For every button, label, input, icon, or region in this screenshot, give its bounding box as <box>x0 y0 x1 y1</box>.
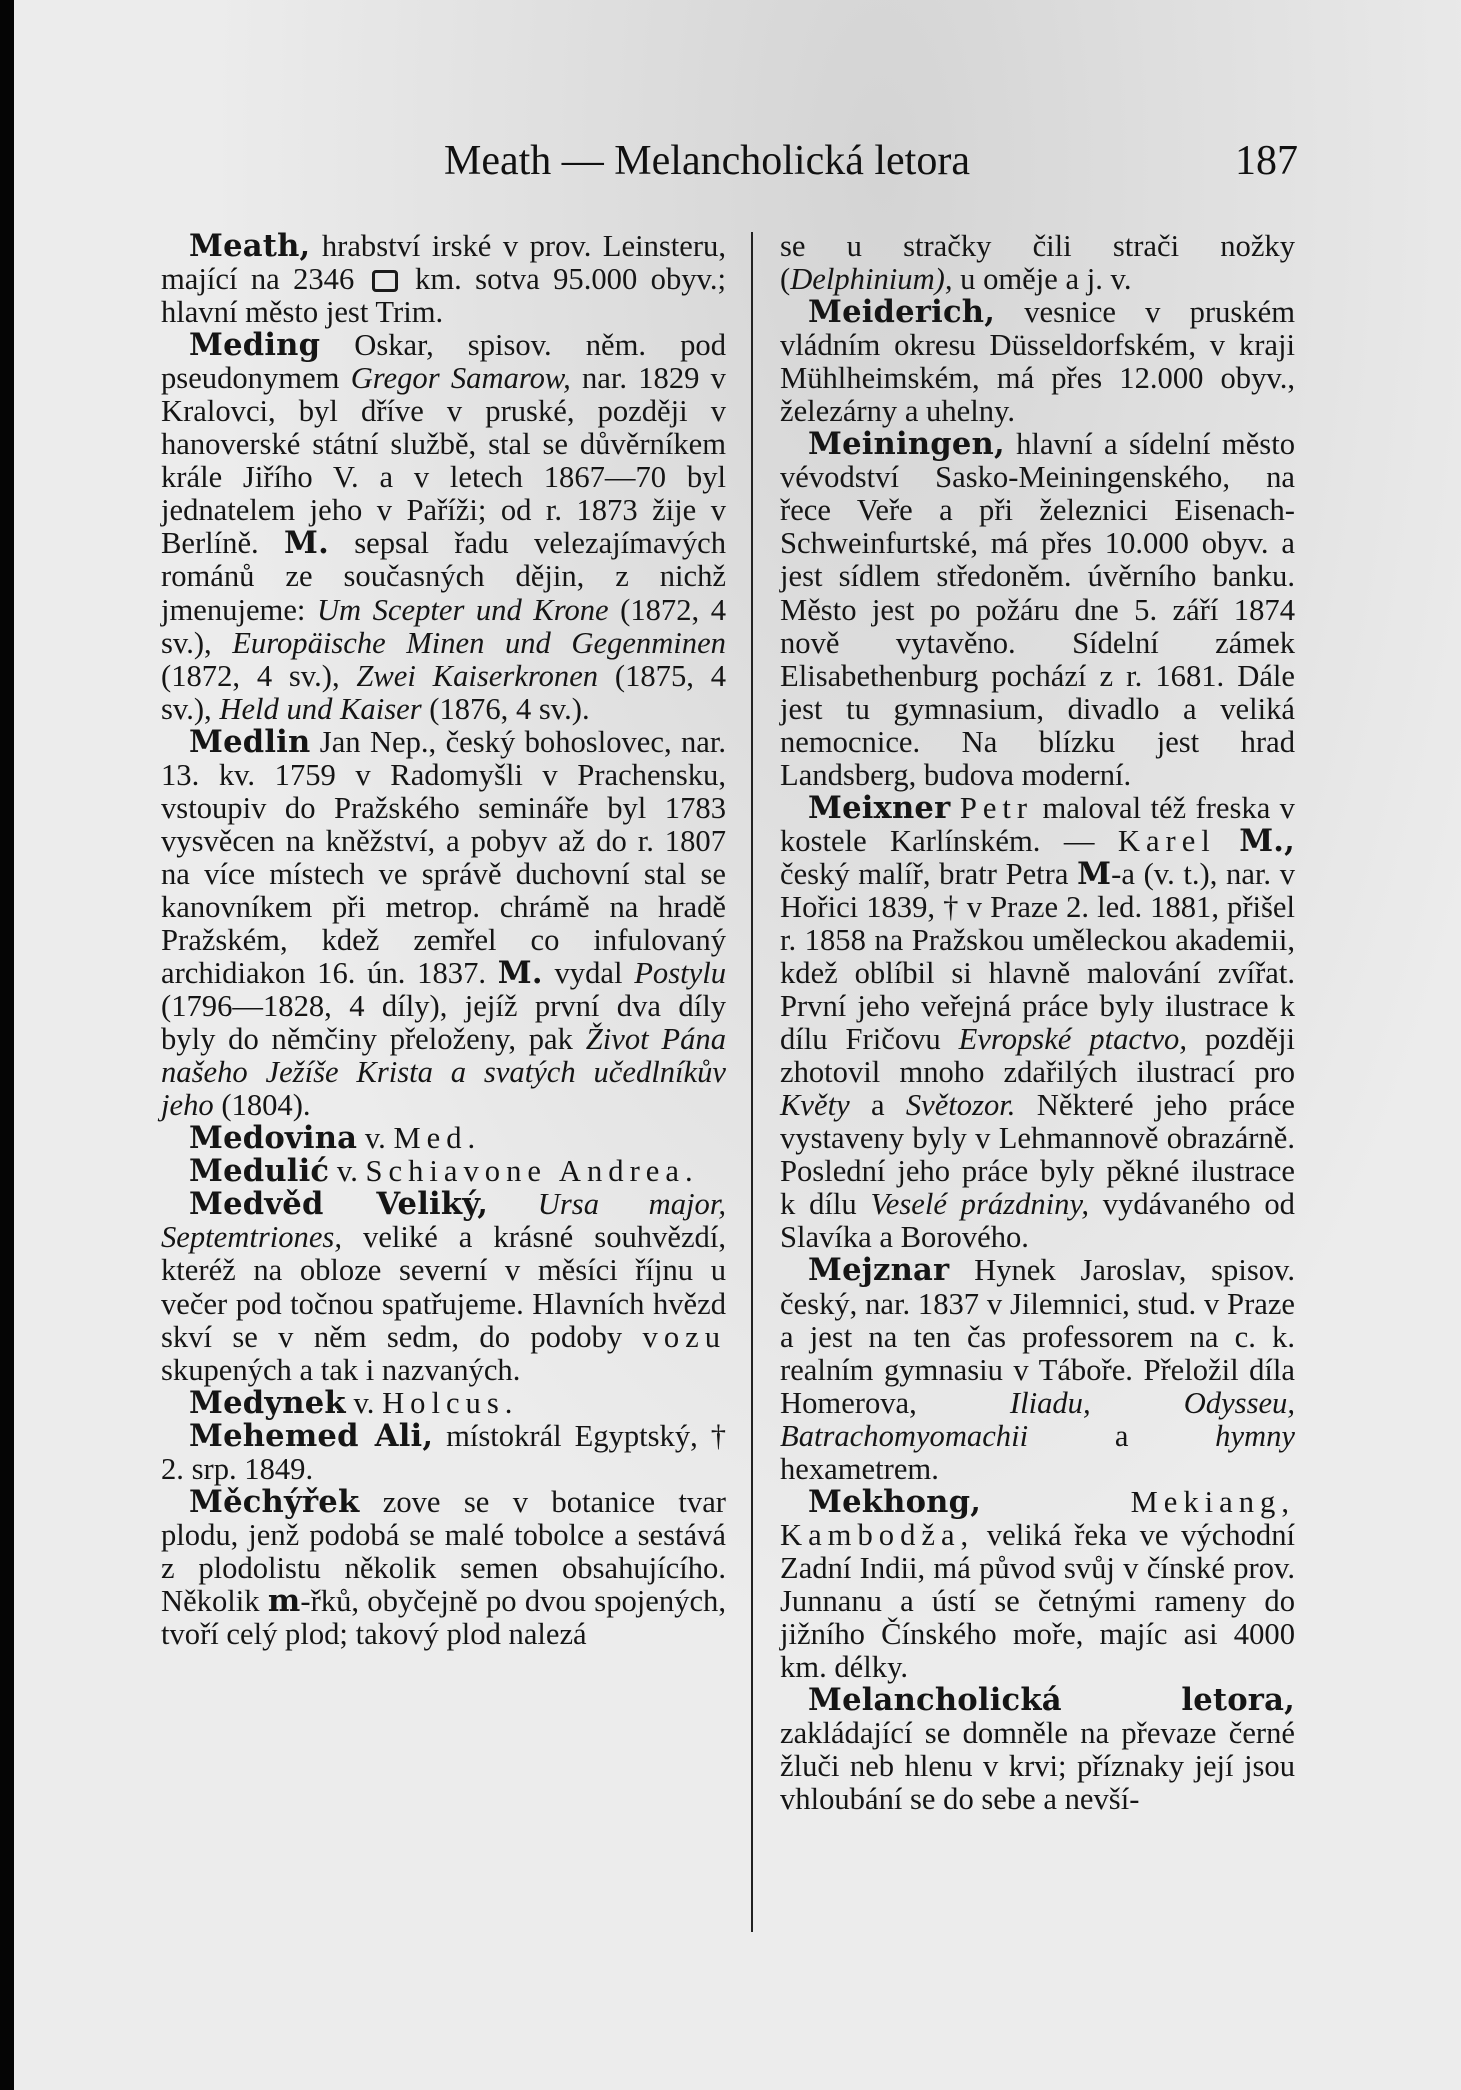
entry-text: zove se v botanice tvar plodu, jenž podobá se malé tobolce a sestává z plodolistu několik semen obsahujícího. Několik <box>161 1484 726 1618</box>
entry-text: Karel <box>1117 823 1216 858</box>
entry-text: veliké a krásné souhvězdí, kteréž na obloze severní v měsíci říjnu u večer pod točnou spatřujeme. Hlavních hvězd skví se v něm sedm, do podoby <box>161 1220 726 1354</box>
entry-headword: Meath, <box>189 228 311 264</box>
entry-headword: Mekhong, <box>808 1483 982 1520</box>
italic-title: Veselé prázdniny, <box>870 1187 1090 1222</box>
dictionary-entry <box>161 1122 726 1155</box>
entry-headword: Mejznar <box>808 1252 950 1289</box>
entry-headword: Meixner <box>808 789 951 826</box>
entry-text: (1875, 4 sv.), <box>161 658 726 726</box>
dictionary-entry <box>161 1188 726 1386</box>
entry-text: km. sotva 95.000 obyv.; hlavní město jest Trim. <box>161 262 726 330</box>
entry-text: zakládající se domněle na převaze černé žluči neb hlenu v krvi; příznaky její jsou vhloubání se do sebe a nevší- <box>780 1716 1295 1817</box>
entry-text: maloval též freska v kostele Karlínském. — <box>780 790 1295 858</box>
entry-headword: M <box>1077 855 1112 892</box>
entry-text: Jan Nep., český bohoslovec, nar. 13. kv. 1759 v Radomyšli v Prachensku, vstoupiv do Pražského semináře byl 1783 vysvěcen na kněžství, a pobyv až do r. 1807 na více místech ve správě duchovní stal se kanovníkem při metrop. chrámě na hradě Pražském, kdež zemřel co infulovaný archidiakon 16. ún. 1837. <box>161 724 726 991</box>
dictionary-entry <box>780 1254 1295 1485</box>
dictionary-entry <box>161 1483 726 1651</box>
entry-text: Med. <box>393 1121 482 1156</box>
entry-headword: Meding <box>189 327 321 364</box>
entry-text: v. <box>357 1121 394 1156</box>
entry-text: později zhotovil mnoho zdařilých ilustrací pro <box>780 1022 1295 1090</box>
entry-text: vydal <box>542 956 635 991</box>
entry-text: u oměje a j. v. <box>952 262 1132 297</box>
entry-text: -řků, obyčejně po dvou spojených, tvoří celý plod; takový plod nalezá <box>161 1583 726 1651</box>
entry-text: hlavní a sídelní město vévodství Sasko-Meiningenského, na řece Veře a při železnici Eisenach-Schweinfurtské, má přes 10.000 obyv. a jest sídlem středoněm. úvěrního banku. Město jest po požáru dne 5. září 1874 nově vytavěno. Sídelní zámek Elisabethenburg pochází z r. 1681. Dále jest tu gymnasium, divadlo a veliká nemocnice. Na blízku jest hrad Landsberg, budova moderní. <box>780 427 1295 792</box>
italic-title: Held und Kaiser <box>219 691 422 726</box>
italic-title: Iliadu, Odysseu, Batrachomyomachii <box>780 1385 1295 1453</box>
italic-title: Gregor Samarow, <box>350 361 571 396</box>
italic-title: Postylu <box>634 956 726 991</box>
italic-title: Delphinium), <box>790 262 953 297</box>
entry-headword: Měchýřek <box>189 1483 360 1520</box>
entry-headword: M. <box>284 525 329 562</box>
entry-text: vesnice v pruském vládním okresu Düsseldorfském, v kraji Mühlheimském, má přes 12.000 obyv., železárny a uhelny. <box>780 295 1295 429</box>
entry-text: v. <box>345 1385 383 1420</box>
entry-text: -a (v. t.), nar. v Hořici 1839, † v Praze 2. led. 1881, přišel r. 1858 na Pražskou uměleckou akademii, kdež oblíbil si hlavně malování zvířat. První jeho veřejná práce byly ilustrace k dílu Fričovu <box>780 856 1295 1057</box>
italic-title: Život Pána našeho Ježíše Krista a svatých učedlníkův jeho <box>161 1022 726 1123</box>
dictionary-entry <box>161 329 726 726</box>
square-unit-symbol <box>372 270 398 292</box>
dictionary-entry <box>780 1483 1295 1685</box>
italic-title: hymny <box>1215 1418 1295 1453</box>
entry-text: (1872, 4 sv.), <box>161 658 357 693</box>
page-number: 187 <box>1235 138 1298 184</box>
dictionary-entry <box>161 1155 726 1188</box>
page-header <box>14 137 1461 187</box>
entry-text: skupených a tak i nazvaných. <box>161 1352 521 1387</box>
italic-title: Um Scepter und Krone <box>316 592 609 627</box>
entry-headword: Medynek <box>189 1384 346 1421</box>
dictionary-entry <box>780 428 1295 792</box>
dictionary-entry <box>161 1384 726 1421</box>
entry-text: a <box>849 1088 906 1123</box>
dictionary-entry <box>161 1417 726 1486</box>
entry-text <box>950 791 959 825</box>
entry-text: Oskar, spisov. něm. pod pseudonymem <box>161 328 726 396</box>
dictionary-entry <box>780 789 1295 1255</box>
italic-title: Zwei Kaiserkronen <box>356 658 599 693</box>
entry-text: (1804). <box>213 1088 311 1123</box>
entry-text: hexametrem. <box>780 1451 939 1486</box>
entry-text: Hynek Jaroslav, spisov. český, nar. 1837 v Jilemnici, stud. v Praze a jest na ten čas professorem na c. k. realním gymnasiu v Táboře. Přeložil díla Homerova, <box>780 1253 1295 1420</box>
entry-text <box>981 1485 1131 1519</box>
entry-text: se u stračky čili strači nožky ( <box>780 229 1295 297</box>
dictionary-entry <box>161 230 726 329</box>
column-divider <box>751 232 753 1932</box>
entry-headword: Mehemed Ali, <box>189 1417 434 1454</box>
italic-title: Světozor. <box>905 1088 1016 1123</box>
right-column <box>780 230 1295 1816</box>
entry-headword: Medovina <box>189 1120 358 1157</box>
entry-text <box>1216 824 1239 858</box>
entry-text: sepsal řadu velezajímavých románů ze současných dějin, z nichž jmenujeme: <box>161 526 726 627</box>
entry-text: Schiavone Andrea. <box>365 1154 699 1189</box>
dictionary-entry <box>161 723 726 1123</box>
entry-text: Mekiang, Kambodža, <box>780 1484 1295 1552</box>
entry-headword: m <box>267 1582 301 1619</box>
entry-text: Některé jeho práce vystaveny byly v Lehmannově obrazárně. Poslední jeho práce byly pěkné ilustrace k dílu <box>780 1088 1295 1222</box>
entry-headword: Medlin <box>189 723 311 760</box>
entry-text: veliká řeka ve východní Zadní Indii, má původ svůj v čínské prov. Junnanu a ústí se četnými rameny do jižního Čínského moře, majíc asi 4000 km. délky. <box>780 1517 1295 1685</box>
dictionary-entry <box>780 1684 1295 1816</box>
entry-text: Petr <box>959 790 1034 825</box>
dictionary-entry <box>780 296 1295 428</box>
running-title: Meath — Melancholická letora <box>444 138 970 184</box>
dictionary-page <box>14 0 1461 2090</box>
entry-text: (1876, 4 sv.). <box>421 691 590 726</box>
entry-text: a <box>1028 1418 1216 1453</box>
left-column <box>161 230 726 1651</box>
entry-text: nar. 1829 v Kralovci, byl dříve v pruské, později v hanoverské státní službě, stal se důvěrníkem krále Jiřího V. a v letech 1867—70 byl jednatelem jeho v Paříži; od r. 1873 žije v Berlíně. <box>161 361 726 561</box>
italic-title: Evropské ptactvo, <box>958 1022 1187 1057</box>
entry-headword: M. <box>497 955 543 992</box>
italic-title: Europäische Minen und Gegenminen <box>232 625 726 660</box>
entry-text: (1796—1828, 4 díly), jejíž první dva díly byly do němčiny přeloženy, pak <box>161 989 726 1057</box>
entry-headword: Meiningen, <box>808 426 1005 463</box>
entry-text: (1872, 4 sv.), <box>161 592 726 660</box>
scan-edge <box>0 0 14 2090</box>
entry-text: místokrál Egyptský, † 2. srp. 1849. <box>161 1418 726 1486</box>
dictionary-entry <box>780 230 1295 296</box>
entry-headword: Melancholická letora, <box>808 1682 1295 1719</box>
entry-text: vozu <box>642 1319 726 1354</box>
italic-title: Květy <box>780 1088 850 1123</box>
entry-text: český malíř, bratr Petra <box>780 856 1078 891</box>
entry-text: Holcus. <box>382 1385 519 1420</box>
entry-text: v. <box>329 1154 366 1189</box>
entry-headword: Medulić <box>189 1153 330 1190</box>
entry-text: hrabství irské v prov. Leinsteru, mající na 2346 <box>161 229 726 297</box>
italic-title: Ursa major, Septemtriones, <box>161 1187 726 1255</box>
entry-headword: Meiderich, <box>808 294 996 331</box>
entry-headword: M., <box>1239 822 1295 859</box>
entry-text <box>488 1187 538 1221</box>
entry-text: vydávaného od Slavíka a Borového. <box>780 1187 1295 1255</box>
entry-headword: Medvěd Veliký, <box>189 1186 489 1223</box>
